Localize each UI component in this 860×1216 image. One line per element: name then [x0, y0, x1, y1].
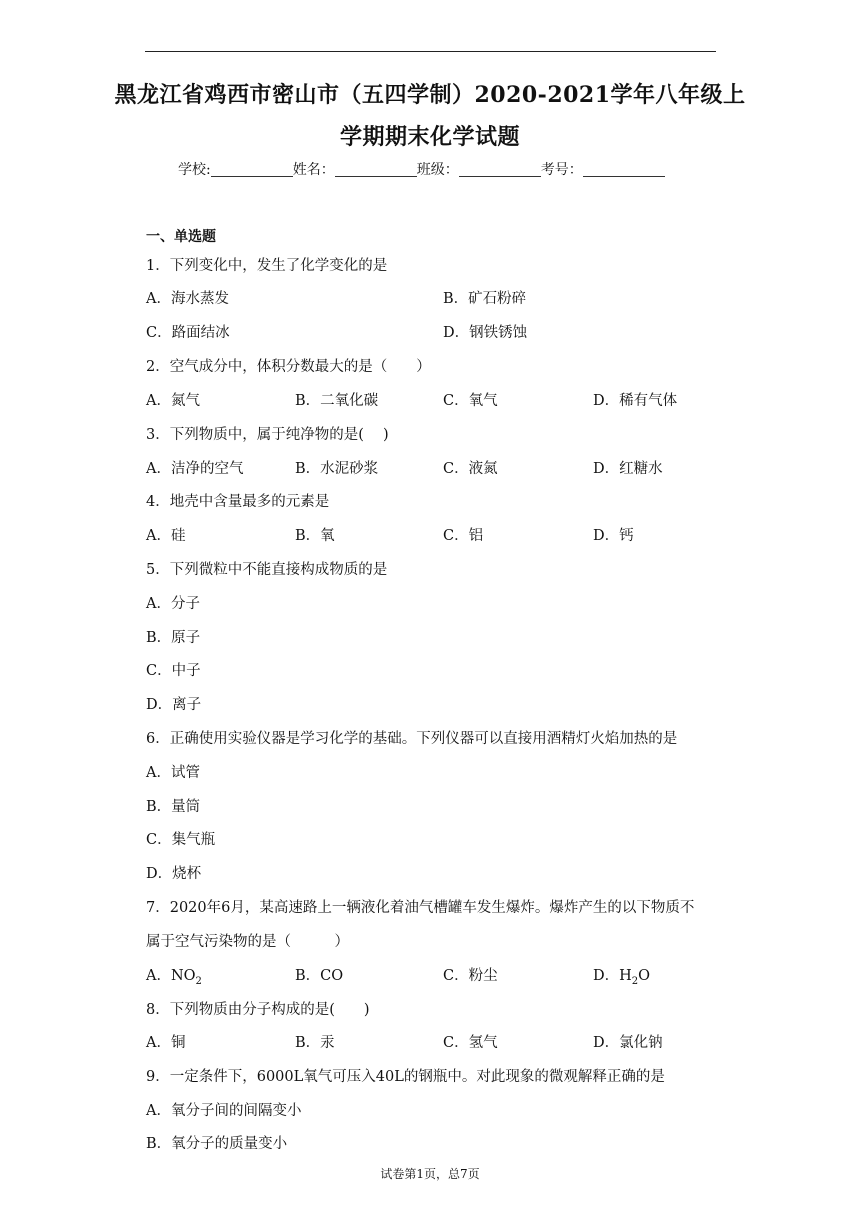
name-field[interactable]	[335, 162, 417, 177]
q8-option-d: D．氯化钠	[593, 1035, 663, 1051]
question-6: 6．正确使用实验仪器是学习化学的基础。下列仪器可以直接用酒精灯火焰加热的是	[146, 731, 678, 747]
q7-option-b: B．CO	[295, 968, 344, 984]
question-9: 9．一定条件下，6000L氧气可压入40L的钢瓶中。对此现象的微观解释正确的是	[146, 1069, 665, 1085]
question-3: 3．下列物质中，属于纯净物的是( )	[146, 427, 389, 443]
q7-option-a: A．$NO_2$	[146, 968, 202, 987]
section-title: 一、单选题	[146, 229, 216, 245]
q3-option-c: C．液氮	[443, 461, 498, 477]
question-7-line2: 属于空气污染物的是（ ）	[146, 934, 349, 950]
question-1: 1．下列变化中，发生了化学变化的是	[146, 258, 388, 274]
top-rule	[145, 51, 716, 52]
school-label: 学校:	[178, 162, 211, 178]
class-field[interactable]	[459, 162, 541, 177]
q2-option-c: C．氧气	[443, 393, 498, 409]
q4-option-b: B．氧	[295, 528, 335, 544]
q4-option-d: D．钙	[593, 528, 634, 544]
question-8: 8．下列物质由分子构成的是( )	[146, 1002, 370, 1018]
q9-option-b: B．氧分子的质量变小	[146, 1136, 288, 1152]
q5-option-b: B．原子	[146, 630, 201, 646]
q4-option-a: A．硅	[146, 528, 186, 544]
q3-option-a: A．洁净的空气	[146, 461, 244, 477]
page-footer: 试卷第1页，总7页	[380, 1167, 480, 1181]
q5-option-c: C．中子	[146, 663, 201, 679]
q1-option-b: B．矿石粉碎	[443, 291, 527, 307]
q5-option-a: A．分子	[146, 596, 200, 612]
number-label: 考号：	[540, 162, 583, 178]
page-title-line2: 学期期末化学试题	[339, 124, 520, 150]
q1-option-d: D．钢铁锈蚀	[443, 325, 528, 341]
question-5: 5．下列微粒中不能直接构成物质的是	[146, 562, 388, 578]
q7-option-c: C．粉尘	[443, 968, 498, 984]
q7-option-d: D．$H_2O$	[593, 968, 651, 987]
question-2: 2．空气成分中，体积分数最大的是（ ）	[146, 359, 431, 375]
q6-option-d: D．烧杯	[146, 866, 202, 882]
q6-option-b: B．量筒	[146, 799, 201, 815]
q4-option-c: C．铝	[443, 528, 484, 544]
q8-option-b: B．汞	[295, 1035, 335, 1051]
class-label: 班级：	[416, 162, 459, 178]
q5-option-d: D．离子	[146, 697, 202, 713]
page-title: 黑龙江省鸡西市密山市（五四学制）2020-2021学年八年级上	[114, 82, 746, 108]
q8-option-c: C．氢气	[443, 1035, 498, 1051]
q1-option-a: A．海水蒸发	[146, 291, 229, 307]
q3-option-d: D．红糖水	[593, 461, 663, 477]
q1-option-c: C．路面结冰	[146, 325, 230, 341]
question-4: 4．地壳中含量最多的元素是	[146, 494, 330, 510]
school-field[interactable]	[211, 162, 293, 177]
q9-option-a: A．氧分子间的间隔变小	[146, 1103, 302, 1119]
q3-option-b: B．水泥砂浆	[295, 461, 379, 477]
q2-option-a: A．氮气	[146, 393, 200, 409]
question-7: 7．2020年6月，某高速路上一辆液化着油气槽罐车发生爆炸。爆炸产生的以下物质不	[146, 900, 695, 916]
q6-option-c: C．集气瓶	[146, 832, 216, 848]
number-field[interactable]	[583, 162, 665, 177]
q6-option-a: A．试管	[146, 765, 200, 781]
q8-option-a: A．铜	[146, 1035, 186, 1051]
student-info-row	[178, 159, 665, 179]
name-label: 姓名：	[292, 162, 335, 178]
q2-option-b: B．二氧化碳	[295, 393, 379, 409]
q2-option-d: D．稀有气体	[593, 393, 678, 409]
